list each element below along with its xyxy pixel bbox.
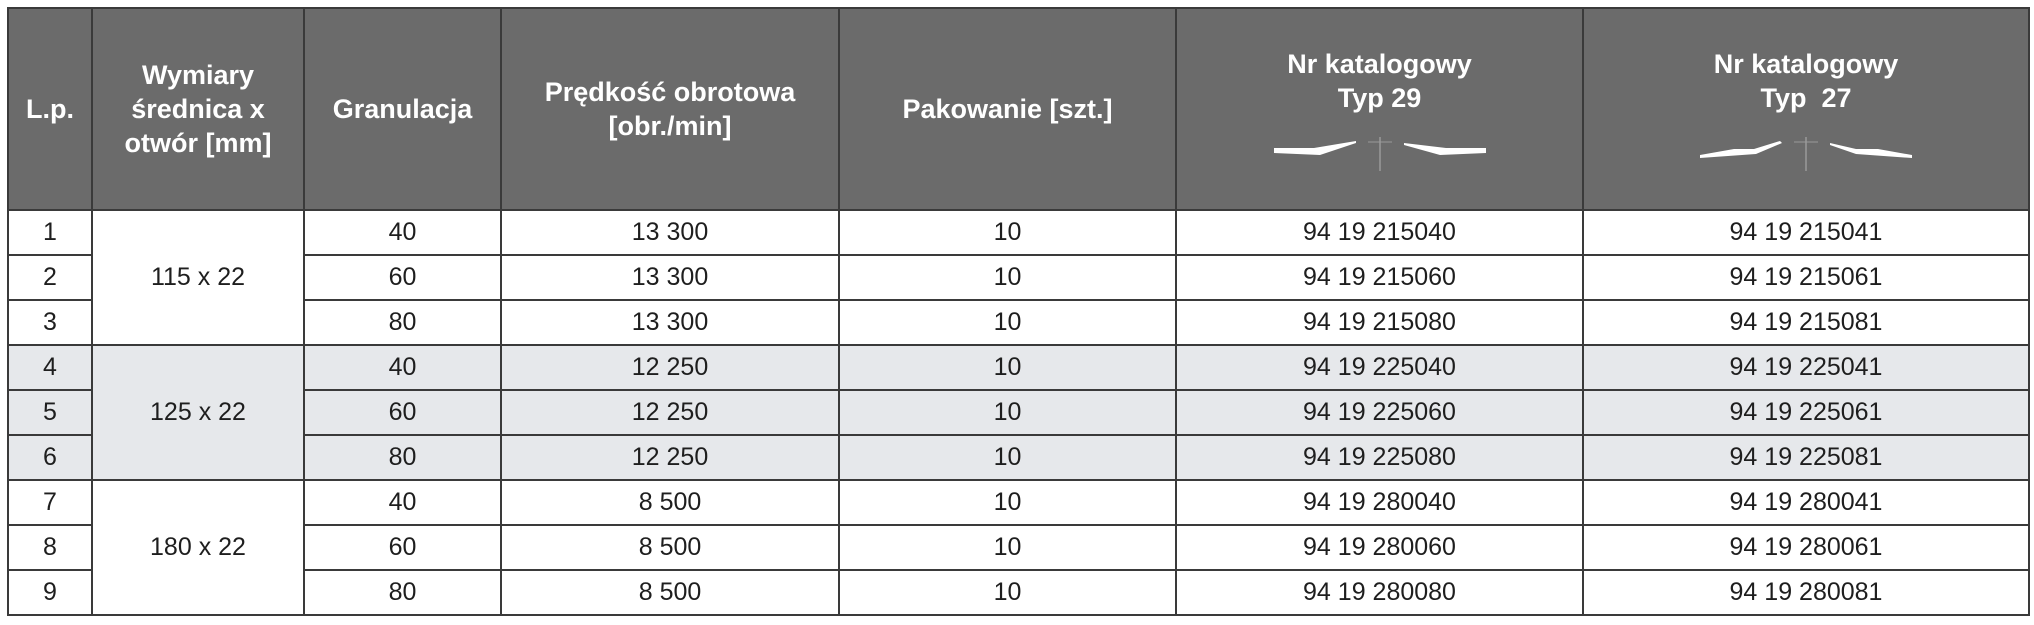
header-typ29 <box>1176 8 1583 210</box>
header-granulacja <box>304 8 501 210</box>
cell-predkosc: 8 500 <box>501 480 839 525</box>
cell-predkosc: 13 300 <box>501 255 839 300</box>
table-body <box>8 210 2029 615</box>
cell-typ27: 94 19 280041 <box>1583 480 2029 525</box>
catalog-table <box>7 7 2030 616</box>
cell-granulacja: 80 <box>304 570 501 615</box>
cell-typ27: 94 19 225081 <box>1583 435 2029 480</box>
cell-lp: 4 <box>8 345 92 390</box>
cell-granulacja: 80 <box>304 300 501 345</box>
cell-typ29: 94 19 225060 <box>1176 390 1583 435</box>
cell-typ29: 94 19 280080 <box>1176 570 1583 615</box>
table-row <box>8 480 2029 525</box>
cell-wymiary: 125 x 22 <box>92 345 304 480</box>
table-row <box>8 255 2029 300</box>
cell-predkosc: 8 500 <box>501 525 839 570</box>
table-row <box>8 300 2029 345</box>
cell-typ27: 94 19 225061 <box>1583 390 2029 435</box>
cell-pakowanie: 10 <box>839 480 1176 525</box>
header-predkosc-line-2: [obr./min] <box>608 111 732 141</box>
header-lp-label: L.p. <box>26 94 74 124</box>
header-granulacja-label: Granulacja <box>332 94 473 124</box>
cell-typ29: 94 19 225080 <box>1176 435 1583 480</box>
table-row <box>8 345 2029 390</box>
cell-lp: 2 <box>8 255 92 300</box>
cell-typ27: 94 19 215061 <box>1583 255 2029 300</box>
cell-lp: 6 <box>8 435 92 480</box>
header-pakowanie-label: Pakowanie [szt.] <box>902 94 1113 124</box>
cell-typ29: 94 19 215040 <box>1176 210 1583 255</box>
cell-lp: 1 <box>8 210 92 255</box>
cell-typ29: 94 19 280040 <box>1176 480 1583 525</box>
cell-pakowanie: 10 <box>839 390 1176 435</box>
header-typ29-line-2: Typ 29 <box>1337 83 1422 113</box>
header-row <box>8 8 2029 210</box>
header-wymiary-line-3: otwór [mm] <box>124 128 272 158</box>
table-row <box>8 210 2029 255</box>
cell-predkosc: 8 500 <box>501 570 839 615</box>
cell-wymiary: 115 x 22 <box>92 210 304 345</box>
cell-lp: 9 <box>8 570 92 615</box>
header-pakowanie <box>839 8 1176 210</box>
cell-granulacja: 40 <box>304 345 501 390</box>
cell-pakowanie: 10 <box>839 345 1176 390</box>
cell-typ29: 94 19 215080 <box>1176 300 1583 345</box>
cell-typ27: 94 19 280081 <box>1583 570 2029 615</box>
cell-typ27: 94 19 215041 <box>1583 210 2029 255</box>
header-typ27 <box>1583 8 2029 210</box>
cell-typ29: 94 19 225040 <box>1176 345 1583 390</box>
cell-granulacja: 60 <box>304 255 501 300</box>
cell-lp: 3 <box>8 300 92 345</box>
cell-pakowanie: 10 <box>839 300 1176 345</box>
flap-disc-type27-profile-icon <box>1696 137 1916 171</box>
cell-granulacja: 40 <box>304 480 501 525</box>
cell-lp: 7 <box>8 480 92 525</box>
cell-predkosc: 12 250 <box>501 435 839 480</box>
cell-predkosc: 13 300 <box>501 210 839 255</box>
cell-pakowanie: 10 <box>839 570 1176 615</box>
header-predkosc <box>501 8 839 210</box>
cell-lp: 8 <box>8 525 92 570</box>
table-row <box>8 390 2029 435</box>
cell-granulacja: 40 <box>304 210 501 255</box>
cell-typ29: 94 19 280060 <box>1176 525 1583 570</box>
cell-typ29: 94 19 215060 <box>1176 255 1583 300</box>
table-row <box>8 570 2029 615</box>
cell-pakowanie: 10 <box>839 255 1176 300</box>
cell-typ27: 94 19 215081 <box>1583 300 2029 345</box>
header-typ29-line-1: Nr katalogowy <box>1287 49 1472 79</box>
header-typ27-line-1: Nr katalogowy <box>1713 49 1899 79</box>
cell-pakowanie: 10 <box>839 435 1176 480</box>
flap-disc-type29-profile-icon <box>1270 137 1490 171</box>
cell-granulacja: 80 <box>304 435 501 480</box>
header-wymiary-line-1: Wymiary <box>141 60 255 90</box>
header-predkosc-line-1: Prędkość obrotowa <box>544 77 796 107</box>
header-wymiary <box>92 8 304 210</box>
cell-lp: 5 <box>8 390 92 435</box>
header-wymiary-line-2: średnica x <box>131 94 265 124</box>
cell-wymiary: 180 x 22 <box>92 480 304 615</box>
cell-granulacja: 60 <box>304 390 501 435</box>
cell-predkosc: 12 250 <box>501 390 839 435</box>
cell-pakowanie: 10 <box>839 210 1176 255</box>
header-typ27-line-2: Typ 27 <box>1760 83 1852 113</box>
cell-granulacja: 60 <box>304 525 501 570</box>
cell-pakowanie: 10 <box>839 525 1176 570</box>
table-row <box>8 435 2029 480</box>
table-row <box>8 525 2029 570</box>
cell-typ27: 94 19 225041 <box>1583 345 2029 390</box>
header-lp <box>8 8 92 210</box>
cell-predkosc: 12 250 <box>501 345 839 390</box>
cell-predkosc: 13 300 <box>501 300 839 345</box>
cell-typ27: 94 19 280061 <box>1583 525 2029 570</box>
